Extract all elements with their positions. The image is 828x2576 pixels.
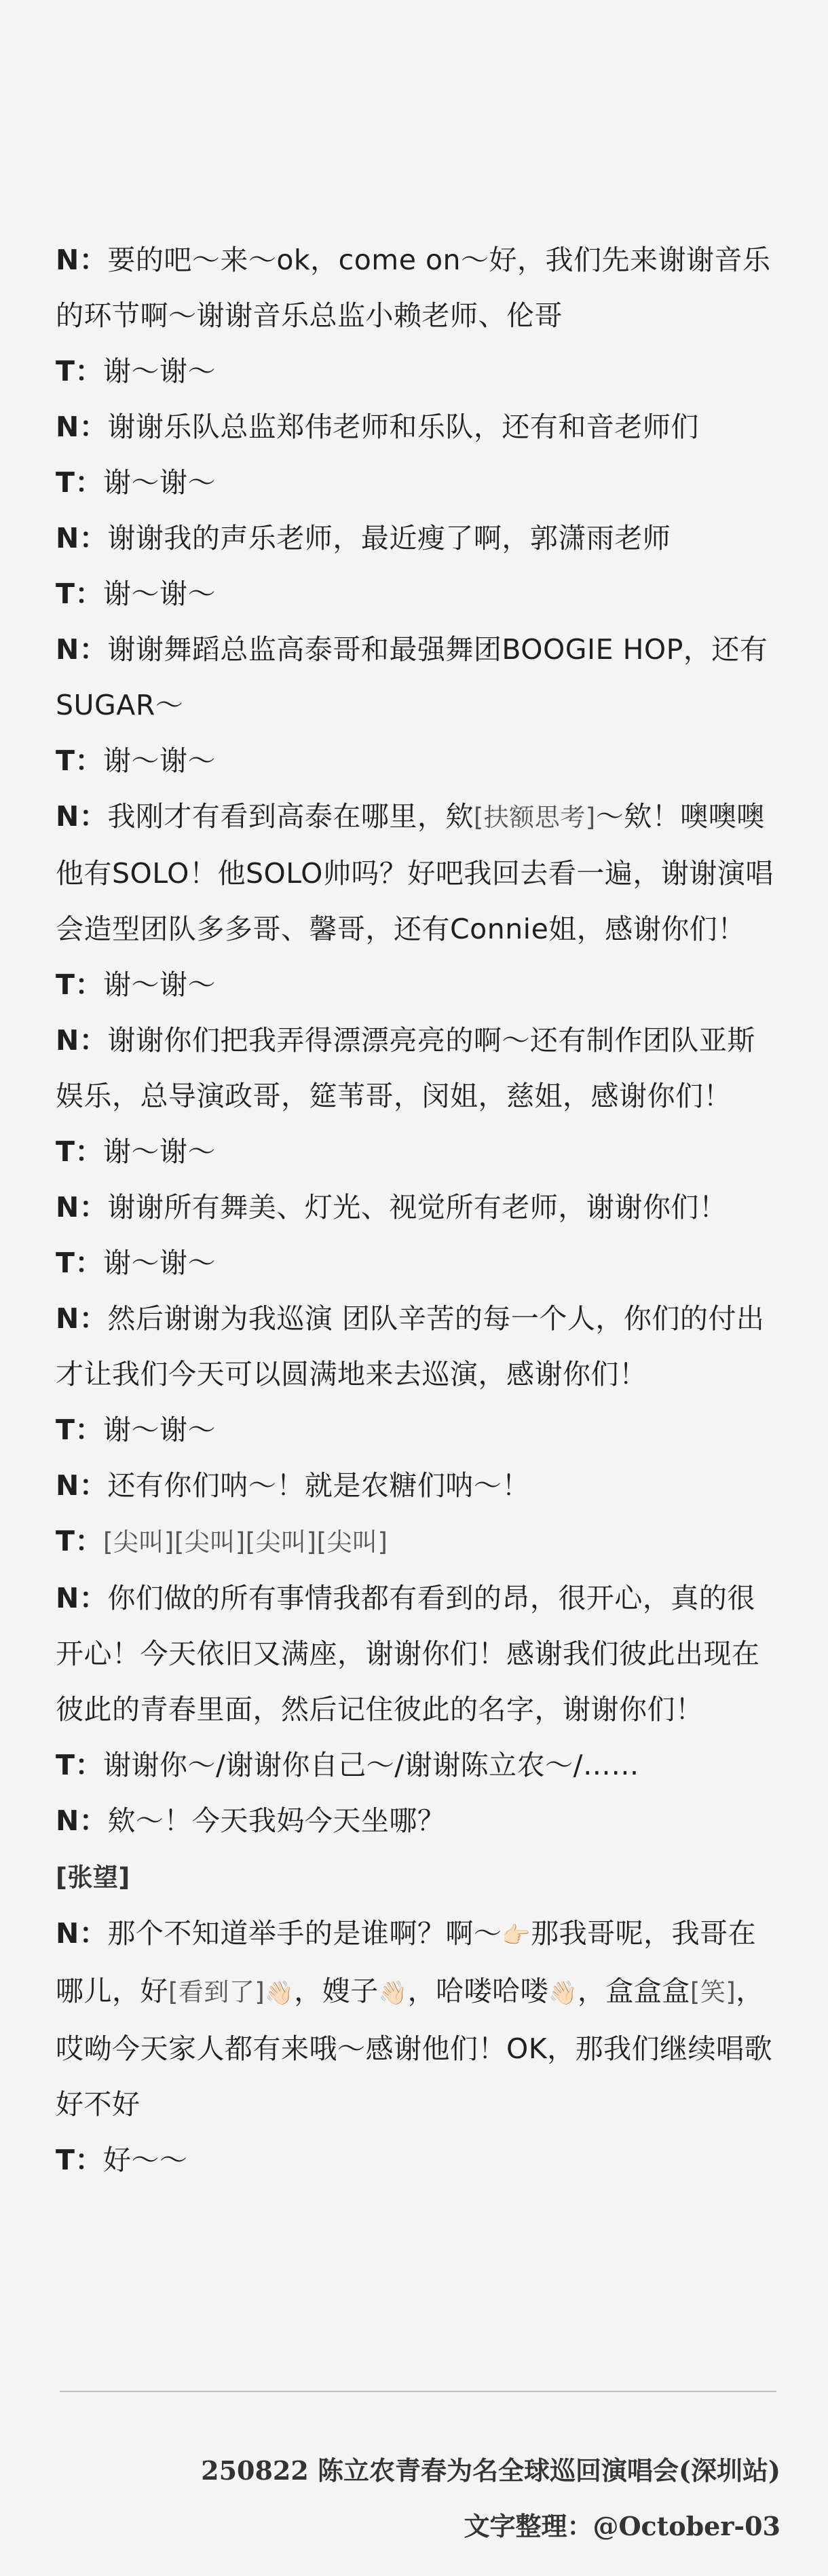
- transcript-line: T：谢～谢～: [56, 744, 216, 777]
- line-text: 还有你们呐～！就是农糖们呐～！: [107, 1469, 530, 1502]
- line-text: 要的吧～来～ok，come on～好，我们先来谢谢音乐的环节啊～谢谢音乐总监小赖老师、伦哥: [56, 244, 771, 332]
- footer: [201, 2443, 780, 2554]
- line-text: 谢谢舞蹈总监高泰哥和最强舞团BOOGIE HOP，还有SUGAR～: [56, 633, 768, 721]
- speaker-label: N: [56, 522, 79, 554]
- line-text: 谢谢我的声乐老师，最近瘦了啊，郭潇雨老师: [107, 522, 671, 554]
- transcript-line: N：要的吧～来～ok，come on～好，我们先来谢谢音乐的环节啊～谢谢音乐总监小赖老师、伦哥: [56, 244, 771, 332]
- line-text: 谢～谢～: [102, 1135, 216, 1168]
- reaction-note: [扶额思考]: [473, 803, 596, 832]
- speaker-label: T: [56, 1525, 75, 1557]
- speaker-label: N: [56, 633, 79, 666]
- transcript-line: T：谢～谢～: [56, 1414, 216, 1446]
- line-text: ，嫂子: [294, 1975, 379, 2007]
- line-text: 谢～谢～: [102, 1247, 216, 1279]
- transcript-line: N：谢谢舞蹈总监高泰哥和最强舞团BOOGIE HOP，还有SUGAR～: [56, 633, 768, 721]
- line-text: 谢谢你～/谢谢你自己～/谢谢陈立农～/……: [102, 1749, 639, 1781]
- speaker-label: T: [56, 1749, 75, 1781]
- speaker-label: T: [56, 744, 75, 777]
- transcript-line: N：然后谢谢为我巡演 团队辛苦的每一个人，你们的付出才让我们今天可以圆满地来去巡演，感谢你们！: [56, 1302, 765, 1390]
- line-text: 我刚才有看到高泰在哪里，欸: [107, 800, 474, 833]
- speaker-label: N: [56, 1024, 79, 1057]
- line-text: ～欸！噢噢噢他有SOLO！他SOLO帅吗？好吧我回去看一遍，谢谢演唱会造型团队多多哥、馨哥，还有Connie姐，感谢你们！: [56, 800, 774, 945]
- speaker-label: T: [56, 968, 75, 1001]
- speaker-label: N: [56, 1302, 79, 1335]
- line-text: 谢～谢～: [102, 355, 216, 387]
- speaker-label: N: [56, 1917, 79, 1950]
- transcript-line: N：谢谢乐队总监郑伟老师和乐队，还有和音老师们: [56, 411, 699, 443]
- reaction-note: [看到了]: [168, 1977, 265, 2007]
- divider: [60, 2391, 776, 2392]
- speaker-label: T: [56, 355, 75, 387]
- transcript-line: N：我刚才有看到高泰在哪里，欸[扶额思考]～欸！噢噢噢他有SOLO！他SOLO帅吗？好吧我回去看一遍，谢谢演唱会造型团队多多哥、馨哥，还有Connie姐，感谢你们！: [56, 800, 774, 945]
- line-text: 谢谢乐队总监郑伟老师和乐队，还有和音老师们: [107, 411, 699, 443]
- speaker-label: N: [56, 1804, 79, 1837]
- line-text: ，盒盒盒: [577, 1975, 690, 2007]
- line-text: 谢～谢～: [102, 577, 216, 610]
- line-text: 谢～谢～: [102, 968, 216, 1001]
- transcript-line: N：你们做的所有事情我都有看到的昂，很开心，真的很开心！今天依旧又满座，谢谢你们！感谢我们彼此出现在彼此的青春里面，然后记住彼此的名字，谢谢你们！: [56, 1582, 760, 1726]
- line-text: 那我哥呢，我哥在哪儿，好: [56, 1917, 757, 2007]
- speaker-label: T: [56, 466, 75, 499]
- transcript-line: N：谢谢我的声乐老师，最近瘦了啊，郭潇雨老师: [56, 522, 671, 554]
- speaker-label: T: [56, 1414, 75, 1446]
- transcript-line: N：谢谢所有舞美、灯光、视觉所有老师，谢谢你们！: [56, 1191, 728, 1224]
- speaker-label: T: [56, 2144, 75, 2176]
- speaker-label: T: [56, 1135, 75, 1168]
- line-text: 谢～谢～: [102, 744, 216, 777]
- line-text: 你们做的所有事情我都有看到的昂，很开心，真的很开心！今天依旧又满座，谢谢你们！感谢我们彼此出现在彼此的青春里面，然后记住彼此的名字，谢谢你们！: [56, 1582, 760, 1726]
- reaction-note: [尖叫][尖叫][尖叫][尖叫]: [102, 1528, 388, 1557]
- footer-credit: 文字整理：@October-03: [464, 2511, 780, 2541]
- speaker-label: N: [56, 800, 79, 833]
- reaction-note: [笑]: [690, 1977, 736, 2007]
- transcript-line: [56, 1849, 782, 1906]
- transcript-line: T：谢～谢～: [56, 1247, 216, 1279]
- transcript-line: T：谢～谢～: [56, 466, 216, 499]
- transcript-line: T：谢～谢～: [56, 355, 216, 387]
- hand-emoji-icon: 👋🏻: [378, 1980, 408, 2007]
- speaker-label: N: [56, 1191, 79, 1224]
- transcript-line: T：谢谢你～/谢谢你自己～/谢谢陈立农～/……: [56, 1749, 639, 1781]
- footer-event: 250822 陈立农青春为名全球巡回演唱会(深圳站): [201, 2455, 780, 2486]
- line-text: 谢谢所有舞美、灯光、视觉所有老师，谢谢你们！: [107, 1191, 728, 1224]
- speaker-label: N: [56, 1469, 79, 1502]
- action-tag: [张望]: [56, 1863, 130, 1892]
- line-text: 谢谢你们把我弄得漂漂亮亮的啊～还有制作团队亚斯娱乐，总导演政哥，筵苇哥，闵姐，慈姐，感谢你们！: [56, 1024, 755, 1112]
- line-text: 欸～！今天我妈今天坐哪？: [107, 1804, 446, 1837]
- line-text: 然后谢谢为我巡演 团队辛苦的每一个人，你们的付出才让我们今天可以圆满地来去巡演，感谢你们！: [56, 1302, 765, 1390]
- transcript-line: T：谢～谢～: [56, 1135, 216, 1168]
- hand-emoji-icon: 👉🏻: [502, 1922, 531, 1949]
- speaker-label: T: [56, 1247, 75, 1279]
- speaker-label: T: [56, 577, 75, 610]
- transcript-line: N：还有你们呐～！就是农糖们呐～！: [56, 1469, 530, 1502]
- transcript-line: N：那个不知道举手的是谁啊？啊～👉🏻那我哥呢，我哥在哪儿，好[看到了]👋🏻，嫂子👋🏻，哈喽哈喽👋🏻，盒盒盒[笑]，哎呦今天家人都有来哦～感谢他们！OK，那我们继续唱歌好不好: [56, 1906, 782, 2132]
- line-text: 那个不知道举手的是谁啊？啊～: [107, 1917, 502, 1950]
- line-text: 谢～谢～: [102, 466, 216, 499]
- line-text: 谢～谢～: [102, 1414, 216, 1446]
- speaker-label: N: [56, 1582, 79, 1614]
- speaker-label: N: [56, 244, 79, 276]
- transcript-line: T：谢～谢～: [56, 968, 216, 1001]
- transcript-line: T：好～～: [56, 2144, 188, 2176]
- line-text: 好～～: [102, 2144, 188, 2176]
- line-text: ，哎呦今天家人都有来哦～感谢他们！OK，那我们继续唱歌好不好: [56, 1975, 773, 2121]
- hand-emoji-icon: 👋🏻: [265, 1980, 295, 2007]
- transcript-line: N：谢谢你们把我弄得漂漂亮亮的啊～还有制作团队亚斯娱乐，总导演政哥，筵苇哥，闵姐，慈姐，感谢你们！: [56, 1024, 755, 1112]
- line-text: ，哈喽哈喽: [407, 1975, 549, 2007]
- speaker-label: N: [56, 411, 79, 443]
- transcript-line: N：欸～！今天我妈今天坐哪？: [56, 1804, 446, 1837]
- hand-emoji-icon: 👋🏻: [548, 1980, 578, 2007]
- transcript: [56, 232, 782, 2188]
- transcript-line: T：谢～谢～: [56, 577, 216, 610]
- transcript-line: T：[尖叫][尖叫][尖叫][尖叫]: [56, 1525, 388, 1557]
